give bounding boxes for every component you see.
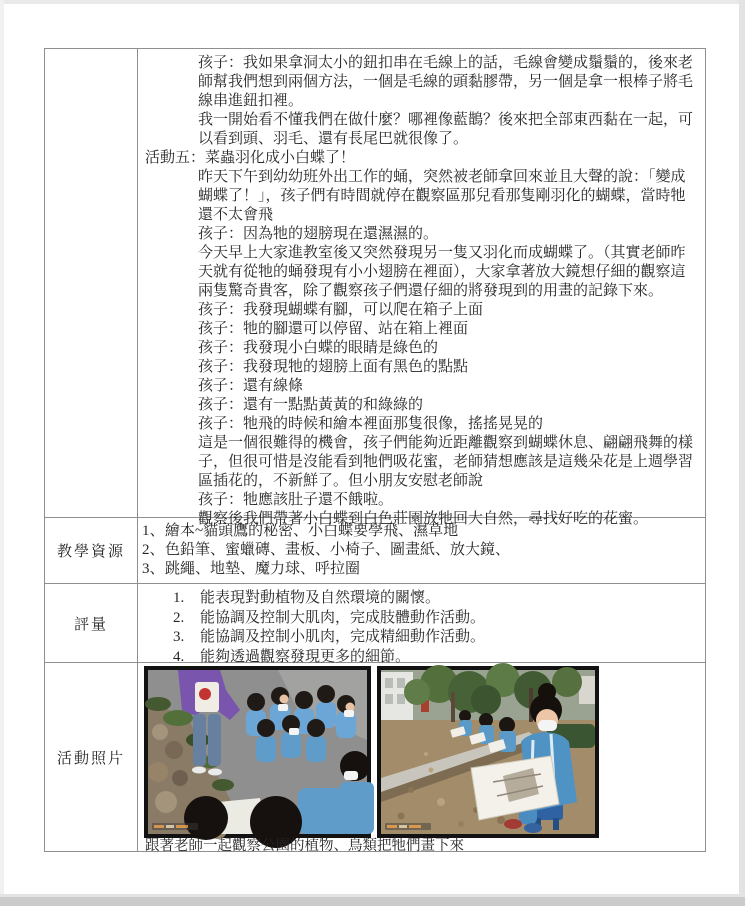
photo-observing-plants (144, 666, 371, 838)
evaluation-row (45, 583, 705, 665)
evaluation-cell (138, 584, 705, 665)
resource-item (138, 522, 705, 541)
resource-number: 1、 (142, 523, 165, 539)
activity-line: 天就有從牠的蛹發現有小小翅膀在裡面），大家拿著放大鏡想仔細的觀察這 (198, 264, 686, 280)
activity-five-heading: 活動五：菜蟲羽化成小白蝶了！ (145, 150, 356, 166)
label-evaluation: 評量 (45, 584, 138, 662)
label-teaching-resources: 教學資源 (45, 518, 138, 583)
activity-line: 這是一個很難得的機會，孩子們能夠近距離觀察到蝴蝶休息、翩翩飛舞的樣 (198, 435, 694, 451)
label-activity-photos: 活動照片 (45, 663, 138, 851)
resource-text: 跳繩、地墊、魔力球、呼拉圈 (165, 561, 361, 577)
resource-item (138, 541, 705, 560)
activity-line: 孩子：我如果拿洞太小的鈕扣串在毛線上的話，毛線會變成鬚鬚的，後來老 (198, 55, 694, 71)
activity-record-row (45, 49, 705, 527)
evaluation-text: 能協調及控制小肌肉，完成精細動作活動。 (200, 629, 486, 645)
activity-line: 孩子：還有線條 (198, 378, 304, 394)
evaluation-number: 2. (173, 609, 185, 626)
teaching-resources-cell (138, 518, 705, 583)
resource-text: 色鉛筆、蜜蠟磚、畫板、小椅子、圖畫紙、放大鏡、 (165, 542, 511, 558)
page-edge-top (0, 0, 745, 4)
page-edge-bottom (0, 894, 745, 906)
activity-photos-cell (138, 663, 705, 854)
evaluation-text: 能協調及控制大肌肉，完成肢體動作活動。 (200, 609, 486, 626)
activity-line: 孩子：我發現蝴蝶有腳，可以爬在箱子上面 (198, 302, 484, 318)
activity-line: 孩子：牠飛的時候和繪本裡面那隻很像，搖搖晃晃的 (198, 416, 544, 432)
activity-photos-row (45, 662, 705, 854)
activity-line: 孩子：牠應該肚子還不餓啦。 (198, 492, 394, 508)
activity-line: 今天早上大家進教室後又突然發現另一隻又羽化而成蝴蝶了。（其實老師昨 (198, 245, 686, 261)
resource-number: 3、 (142, 561, 165, 577)
activity-line: 昨天下午到幼幼班外出工作的蛹，突然被老師拿回來並且大聲的說：「變成 (198, 169, 686, 185)
activity-line: 線串進鈕扣裡。 (198, 93, 304, 109)
teaching-resources-row (45, 517, 705, 583)
timestamp-watermark (152, 823, 198, 830)
activity-line: 觀察後我們帶著小白蝶到白色莊園放牠回大自然，尋找好吃的花蜜。 (198, 511, 649, 527)
activity-line: 子，但很可惜是沒能看到牠們吸花蜜，老師猜想應該是這幾朵花是上週學習 (198, 454, 694, 470)
evaluation-number: 3. (173, 629, 185, 645)
photo-caption: 跟著老師一起觀察公園的植物、鳥類把牠們畫下來 (145, 838, 464, 854)
activity-line: 蝴蝶了！」，孩子們有時間就停在觀察區那兒看那隻剛羽化的蝴蝶，當時牠 (198, 188, 686, 204)
activity-line: 孩子：牠的腳還可以停留、站在箱上裡面 (198, 321, 469, 337)
resource-number: 2、 (142, 542, 165, 558)
evaluation-item (138, 628, 705, 648)
activity-line: 孩子：我發現牠的翅膀上面有黑色的點點 (198, 359, 469, 375)
activity-line: 我一開始看不懂我們在做什麼？哪裡像藍鵲？後來把全部東西黏在一起，可 (198, 112, 694, 128)
evaluation-item (138, 589, 705, 609)
lesson-plan-table (44, 48, 706, 852)
evaluation-number: 1. (173, 590, 185, 606)
evaluation-text: 能表現對動植物及自然環境的關懷。 (200, 590, 441, 606)
activity-record-cell (138, 49, 705, 527)
photo-observing-plants-illustration (148, 670, 367, 834)
activity-line: 孩子：因為牠的翅膀現在還濕濕的。 (198, 226, 439, 242)
evaluation-item (138, 609, 705, 629)
activity-line: 區插花的，不新鮮了。但小朋友安慰老師說 (198, 473, 484, 489)
photo-children-drawing (377, 666, 599, 838)
page-edge-left (0, 0, 4, 906)
resource-item (138, 560, 705, 579)
activity-line: 還不太會飛 (198, 207, 274, 223)
evaluation-text: 能夠透過觀察發現更多的細節。 (200, 648, 411, 665)
photo-children-drawing-illustration (381, 670, 595, 834)
activity-line: 師幫我們想到兩個方法，一個是毛線的頭黏膠帶，另一個是拿一根棒子將毛 (198, 74, 694, 90)
resource-text: 繪本~貓頭鷹的秘密、小白蝶要學飛、濕草地 (165, 523, 459, 539)
page-edge-right (739, 0, 745, 906)
activity-line: 兩隻驚奇貴客，除了觀察孩子們還仔細的將發現到的用畫的記錄下來。 (198, 283, 664, 299)
activity-line: 孩子：我發現小白蝶的眼睛是綠色的 (198, 340, 439, 356)
evaluation-number: 4. (173, 648, 185, 665)
timestamp-watermark (385, 823, 431, 830)
label-cell-empty (45, 49, 138, 517)
photo-strip (144, 666, 705, 838)
activity-line: 以看到頭、羽毛、還有長尾巴就很像了。 (198, 131, 469, 147)
activity-line: 孩子：還有一點點黃黃的和綠綠的 (198, 397, 424, 413)
